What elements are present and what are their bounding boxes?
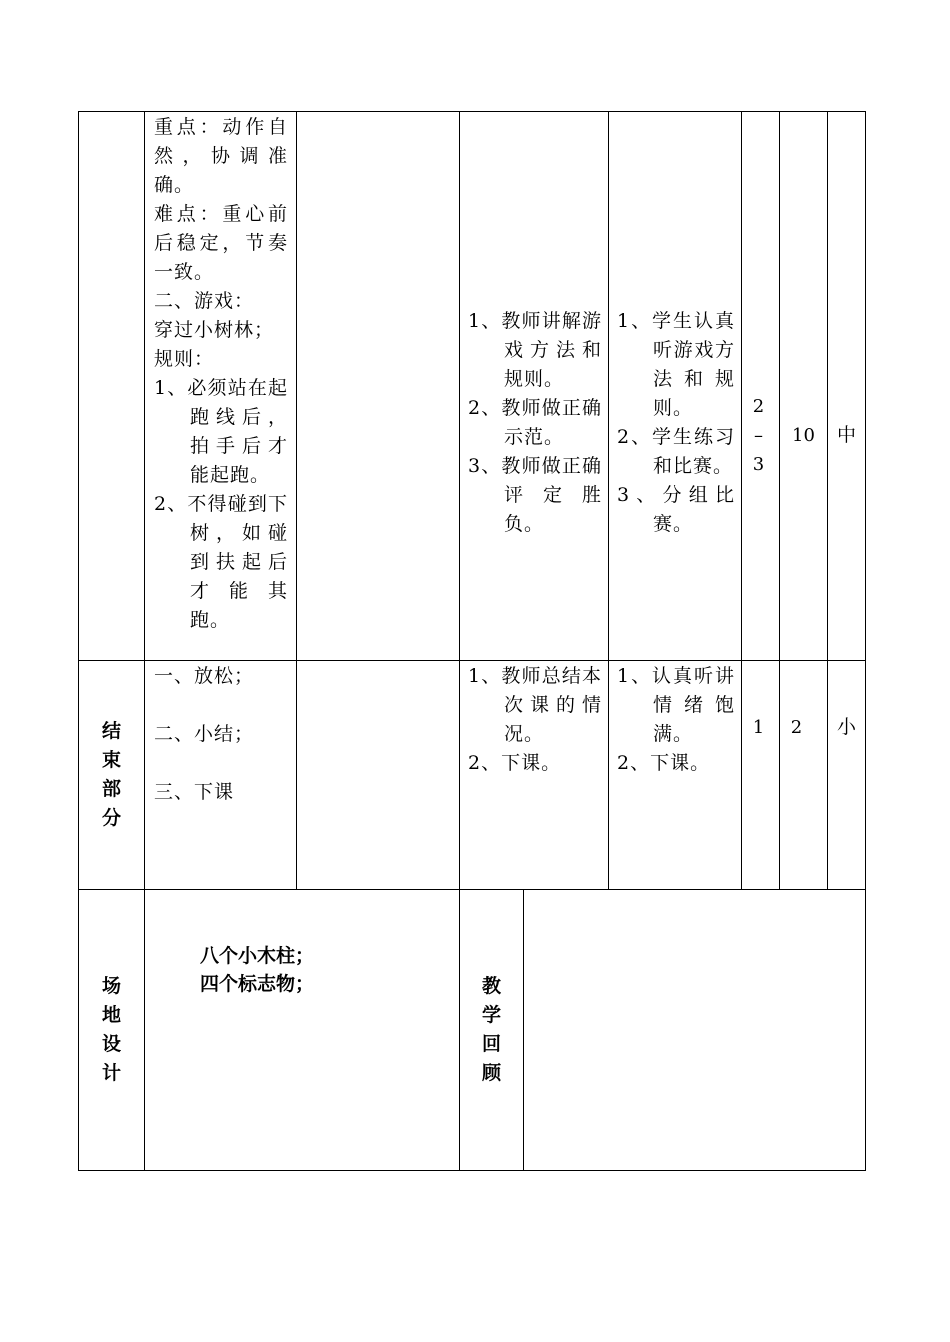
teacher-item: 2、教师做正确示范。 bbox=[468, 397, 602, 448]
game-heading: 二、游戏： bbox=[154, 290, 255, 312]
student-item: 2、学生练习和比赛。 bbox=[617, 426, 735, 477]
end-intensity-cell bbox=[828, 713, 865, 742]
intensity-value: 小 bbox=[836, 716, 856, 738]
teacher-item: 2、下课。 bbox=[468, 752, 562, 774]
teaching-review-content bbox=[524, 890, 865, 1170]
rule-item: 2、不得碰到下树，如碰到扶起后才能其跑。 bbox=[154, 493, 288, 631]
row1-student-cell bbox=[617, 307, 735, 539]
row1-organization-cell bbox=[297, 112, 459, 660]
row1-minutes-cell bbox=[780, 421, 827, 450]
difficult-point: 难点：重心前后稳定，节奏一致。 bbox=[154, 203, 288, 283]
row1-times-cell bbox=[742, 392, 775, 479]
end-minutes-cell bbox=[780, 713, 813, 742]
end-section-label: 结 束 部 分 bbox=[101, 720, 121, 829]
end-item: 三、下课 bbox=[154, 781, 235, 803]
student-item: 2、下课。 bbox=[617, 752, 711, 774]
row1-teacher-cell bbox=[468, 307, 602, 539]
game-name: 穿过小树林； bbox=[154, 319, 275, 341]
site-item: 四个标志物； bbox=[200, 973, 315, 995]
intensity-value: 中 bbox=[836, 424, 856, 446]
end-student-cell bbox=[617, 662, 735, 778]
student-item: 1、学生认真听游戏方法和规则。 bbox=[617, 310, 735, 419]
teacher-item: 1、教师讲解游戏方法和规则。 bbox=[468, 310, 602, 390]
teaching-review-label: 教 学 回 顾 bbox=[481, 975, 501, 1084]
times-value: 1 bbox=[752, 717, 765, 738]
site-item: 八个小木柱； bbox=[200, 945, 315, 967]
site-design-content bbox=[200, 942, 450, 998]
rules-heading: 规则： bbox=[154, 348, 215, 370]
end-organization-cell bbox=[297, 661, 459, 889]
site-design-label: 场 地 设 计 bbox=[101, 975, 121, 1084]
key-point: 重点：动作自然，协调准确。 bbox=[154, 116, 288, 196]
end-times-cell bbox=[742, 713, 775, 742]
end-teacher-cell bbox=[468, 662, 602, 778]
row1-intensity-cell bbox=[828, 421, 865, 450]
teacher-item: 3、教师做正确评定胜负。 bbox=[468, 455, 602, 535]
end-item: 一、放松； bbox=[154, 665, 255, 687]
end-content-cell bbox=[154, 662, 288, 807]
row1-label-cell bbox=[79, 112, 144, 660]
minutes-value: 10 bbox=[792, 425, 815, 446]
student-item: 1、认真听讲情绪饱满。 bbox=[617, 665, 735, 745]
minutes-value: 2 bbox=[790, 717, 803, 738]
end-item: 二、小结； bbox=[154, 723, 255, 745]
student-item: 3、分组比赛。 bbox=[617, 484, 735, 535]
times-value: 2 bbox=[752, 396, 765, 417]
times-value: – bbox=[754, 425, 763, 446]
teacher-item: 1、教师总结本次课的情况。 bbox=[468, 665, 602, 745]
rule-item: 1、必须站在起跑线后，拍手后才能起跑。 bbox=[154, 377, 288, 486]
row1-content-cell bbox=[154, 113, 288, 635]
times-value: 3 bbox=[752, 454, 765, 475]
